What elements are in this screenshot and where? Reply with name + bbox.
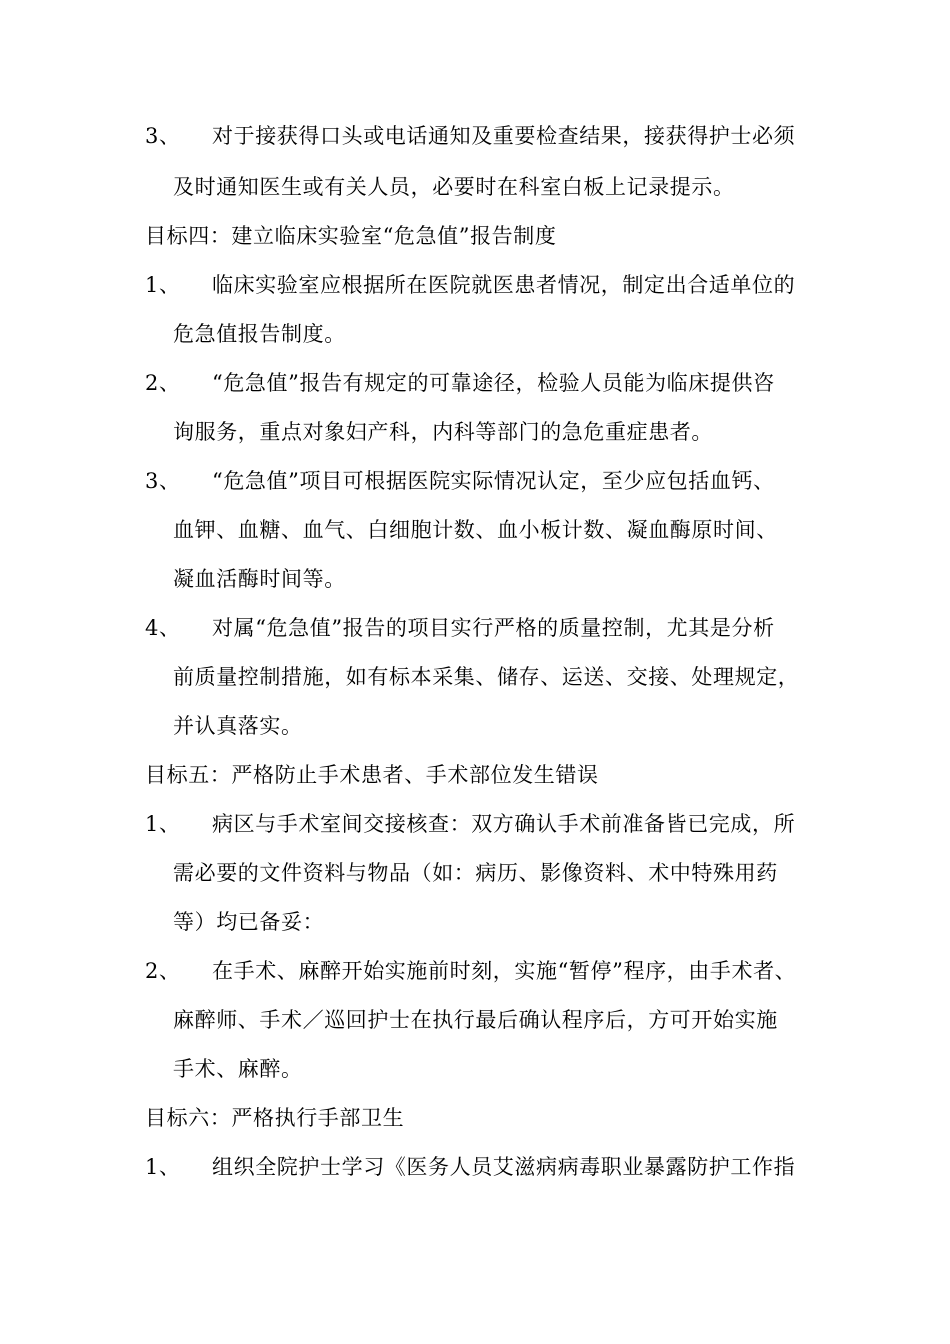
item-text: 对于接获得口头或电话通知及重要检查结果，接获得护士必须 [212, 124, 796, 148]
item-text: “危急值”报告有规定的可靠途径，检验人员能为临床提供咨 [212, 371, 775, 395]
item-text: 前质量控制措施，如有标本采集、储存、运送、交接、处理规定， [173, 665, 800, 689]
item-text: 病区与手术室间交接核查：双方确认手术前准备皆已完成，所 [212, 812, 796, 836]
item-number: 4、 [145, 616, 181, 640]
item-text: 等）均已备妥： [173, 910, 325, 934]
item-text: 组织全院护士学习《医务人员艾滋病病毒职业暴露防护工作指 [212, 1155, 796, 1179]
item-text: 手术、麻醉。 [173, 1057, 303, 1081]
heading-text: 目标六：严格执行手部卫生 [145, 1106, 405, 1130]
item-text: 危急值报告制度。 [173, 322, 346, 346]
item-text: 在手术、麻醉开始实施前时刻，实施“暂停”程序，由手术者、 [212, 959, 797, 983]
item-text: 凝血活酶时间等。 [173, 567, 346, 591]
item-number: 1、 [145, 273, 181, 297]
item-text: 询服务，重点对象妇产科，内科等部门的急危重症患者。 [173, 420, 713, 444]
item-text: 并认真落实。 [173, 714, 303, 738]
item-number: 3、 [145, 124, 181, 148]
item-number: 1、 [145, 812, 181, 836]
item-number: 1、 [145, 1155, 181, 1179]
item-number: 2、 [145, 371, 181, 395]
item-text: “危急值”项目可根据医院实际情况认定，至少应包括血钙、 [212, 469, 775, 493]
item-text: 血钾、血糖、血气、白细胞计数、血小板计数、凝血酶原时间、 [173, 518, 778, 542]
item-text: 对属“危急值”报告的项目实行严格的质量控制，尤其是分析 [212, 616, 775, 640]
item-text: 临床实验室应根据所在医院就医患者情况，制定出合适单位的 [212, 273, 796, 297]
item-number: 3、 [145, 469, 181, 493]
item-text: 需必要的文件资料与物品（如：病历、影像资料、术中特殊用药 [173, 861, 778, 885]
item-number: 2、 [145, 959, 181, 983]
heading-text: 目标五：严格防止手术患者、手术部位发生错误 [145, 763, 599, 787]
item-text: 及时通知医生或有关人员，必要时在科室白板上记录提示。 [173, 175, 735, 199]
heading-text: 目标四：建立临床实验室“危急值”报告制度 [145, 224, 557, 248]
item-text: 麻醉师、手术／巡回护士在执行最后确认程序后，方可开始实施 [173, 1008, 778, 1032]
